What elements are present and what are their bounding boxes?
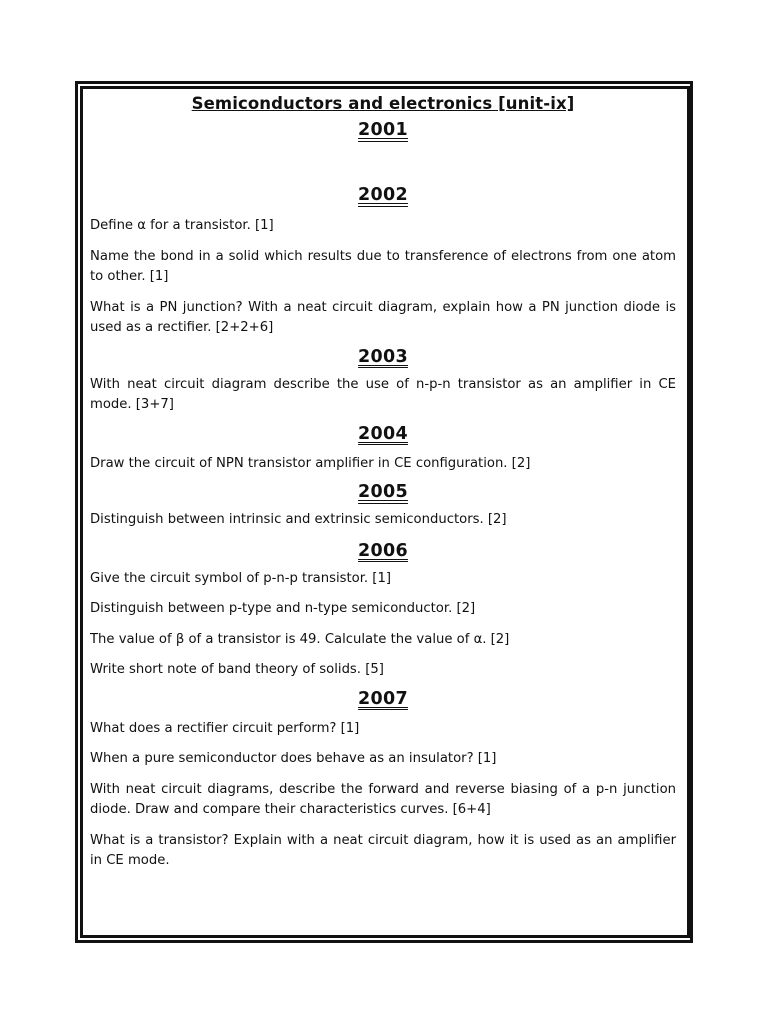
question-2006-3: The value of β of a transistor is 49. Calculate the value of α. [2] (90, 631, 510, 647)
question-2007-1: What does a rectifier circuit perform? [1] (90, 720, 360, 736)
question-2006-4: Write short note of band theory of solids. [5] (90, 662, 384, 677)
alpha-symbol: α (473, 631, 483, 647)
beta-symbol: β (175, 631, 185, 647)
document-title: Semiconductors and electronics [unit-ix] (191, 94, 575, 113)
year-heading-2002: 2002 (358, 185, 408, 205)
year-heading-2007: 2007 (358, 688, 408, 709)
year-heading-2001: 2001 (358, 120, 408, 140)
year-heading-2006: 2006 (358, 540, 408, 561)
document-body (90, 92, 676, 872)
year-heading-2003: 2003 (358, 346, 408, 367)
question-2002-1: Define α for a transistor. [1] (90, 218, 274, 233)
year-heading-2005: 2005 (358, 482, 408, 502)
question-2006-2: Distinguish between p-type and n-type semiconductor. [2] (90, 601, 476, 616)
question-2005-1: Distinguish between intrinsic and extrinsic semiconductors. [2] (90, 512, 507, 527)
year-heading-2004: 2004 (358, 423, 408, 444)
question-2007-2: When a pure semiconductor does behave as an insulator? [1] (90, 751, 497, 766)
question-2002-3: What is a PN junction? With a neat circuit diagram, explain how a PN junction diode is used as a rectifier. [2+2+6] (90, 299, 676, 335)
alpha-symbol: α (137, 218, 146, 233)
question-2007-3: With neat circuit diagrams, describe the forward and reverse biasing of a p-n junction diode. Draw and compare their characteristics curves. [6+4] (90, 781, 676, 817)
question-2003-1: With neat circuit diagram describe the use of n-p-n transistor as an amplifier in CE mode. [3+7] (90, 376, 676, 412)
question-2004-1: Draw the circuit of NPN transistor amplifier in CE configuration. [2] (90, 455, 531, 471)
question-2002-2: Name the bond in a solid which results due to transference of electrons from one atom to other. [1] (90, 248, 676, 284)
question-2006-1: Give the circuit symbol of p-n-p transistor. [1] (90, 570, 391, 586)
question-2007-4: What is a transistor? Explain with a neat circuit diagram, how it is used as an amplifier in CE mode. (90, 832, 676, 868)
